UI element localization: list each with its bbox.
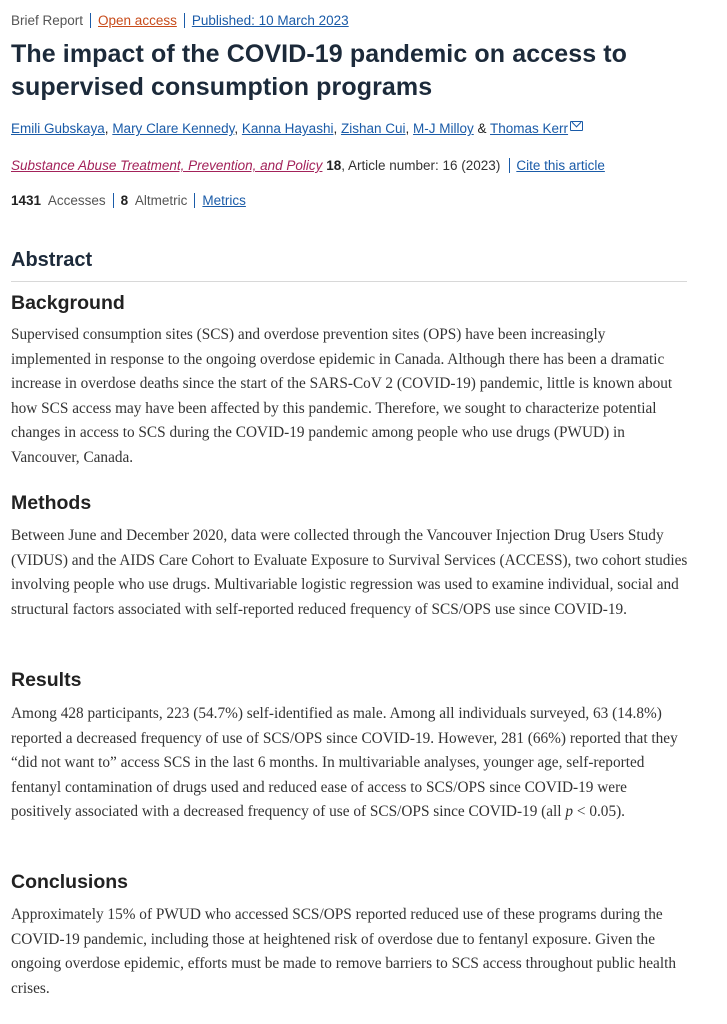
- email-icon[interactable]: [570, 121, 583, 131]
- divider: [509, 158, 510, 173]
- results-text: [11, 702, 688, 825]
- journal-volume: 18: [326, 158, 342, 173]
- results-heading: Results: [11, 669, 82, 691]
- open-access-link[interactable]: Open access: [98, 13, 177, 28]
- accesses-label: Accesses: [47, 193, 106, 208]
- conclusions-text: Approximately 15% of PWUD who accessed SCS/OPS reported reduced use of these programs during the COVID-19 pandemic, including those at heightened risk of overdose due to fentanyl exposure. Given the ongoing overdose epidemic, efforts must be made to remove barriers to SCS access throughout public health crises.: [11, 906, 676, 997]
- author-link[interactable]: Thomas Kerr: [490, 121, 569, 136]
- conclusions-heading: Conclusions: [11, 871, 129, 893]
- abstract-heading: Abstract: [11, 249, 93, 271]
- article-number: , Article number: 16 (2023): [341, 158, 501, 173]
- journal-citation: [11, 157, 605, 175]
- author-link[interactable]: Emili Gubskaya: [11, 121, 105, 136]
- author-separator: ,: [405, 121, 414, 136]
- article-title: The impact of the COVID-19 pandemic on access to supervised consumption programs: [11, 40, 628, 101]
- methods-text: Between June and December 2020, data were collected through the Vancouver Injection Drug Users Study (VIDUS) and the AIDS Care Cohort to Evaluate Exposure to Survival Services (ACCESS), two cohort studies involving people who use drugs. Multivariable logistic regression was used to examine individual, social and structural factors associated with self-reported reduced frequency of SCS/OPS use since COVID-19.: [11, 527, 688, 618]
- published-date-link[interactable]: Published: 10 March 2023: [191, 13, 349, 28]
- methods-heading: Methods: [11, 492, 92, 514]
- author-separator: &: [473, 121, 491, 136]
- altmetric-count: 8: [120, 193, 129, 208]
- background-heading: Background: [11, 292, 125, 314]
- section-divider: [11, 281, 687, 282]
- author-separator: ,: [234, 121, 242, 136]
- article-type: Brief Report: [11, 13, 84, 28]
- accesses-count: 1431: [11, 193, 42, 208]
- author-separator: ,: [333, 121, 341, 136]
- article-metrics: [11, 192, 246, 210]
- background-text: Supervised consumption sites (SCS) and overdose prevention sites (OPS) have been increasingly implemented in response to the ongoing overdose epidemic in Canada. Although there has been a dramatic increase in overdose deaths since the start of the SARS-CoV 2 (COVID-19) pandemic, little is known about how SCS access may have been affected by this pandemic. Therefore, we sought to characterize potential changes in access to SCS during the COVID-19 pandemic among people who use drugs (PWUD) in Vancouver, Canada.: [11, 326, 673, 466]
- cite-article-link[interactable]: Cite this article: [516, 158, 605, 173]
- article-meta: [11, 12, 349, 30]
- author-link[interactable]: Kanna Hayashi: [241, 121, 334, 136]
- author-link[interactable]: Mary Clare Kennedy: [112, 121, 235, 136]
- author-separator: ,: [104, 121, 113, 136]
- journal-name-link[interactable]: Substance Abuse Treatment, Prevention, and Policy: [11, 158, 323, 173]
- author-link[interactable]: Zishan Cui: [340, 121, 406, 136]
- results-main: Among 428 participants, 223 (54.7%) self-identified as male. Among all individuals surveyed, 63 (14.8%) reported a decreased frequency of use of SCS/OPS since COVID-19. However, 281 (66%) reported that they “did not want to” access SCS in the last 6 months. In multivariable analyses, younger age, self-reported fentanyl contamination of drugs used and reduced ease of access to SCS/OPS since COVID-19 were positively associated with a decreased frequency of use of SCS/OPS since COVID-19 (all: [11, 705, 678, 820]
- divider: [194, 193, 195, 208]
- divider: [184, 13, 185, 28]
- author-link[interactable]: M-J Milloy: [413, 121, 474, 136]
- divider: [90, 13, 91, 28]
- divider: [113, 193, 114, 208]
- author-list: [11, 120, 583, 138]
- results-end: < 0.05).: [573, 803, 626, 820]
- metrics-link[interactable]: Metrics: [202, 193, 246, 208]
- p-value-symbol: p: [565, 803, 574, 820]
- altmetric-label: Altmetric: [134, 193, 188, 208]
